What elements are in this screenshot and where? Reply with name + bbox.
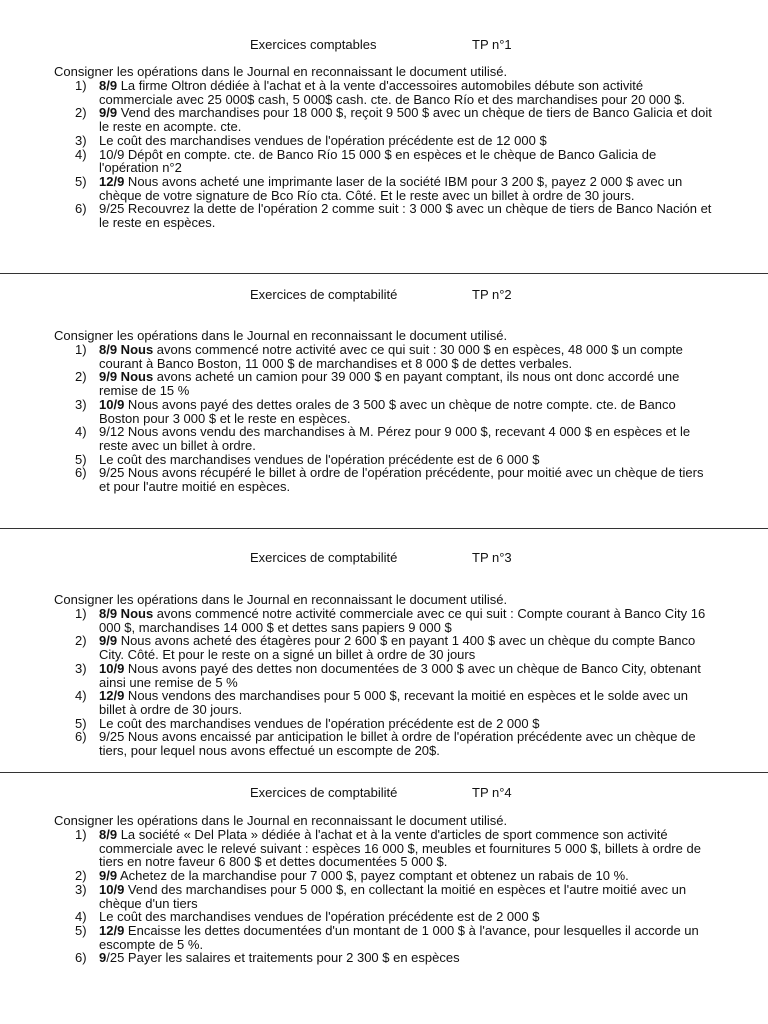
section-tp-number: TP n°3 [472,550,512,565]
item-text: 9/25 Nous avons récupéré le billet à ordre de l'opération précédente, pour moitié avec un chèque de tiers et pour l'autre moitié en espèces. [99,465,704,495]
section-title: Exercices de comptabilité [250,785,398,800]
item-date: 9/9 [99,633,118,649]
list-item [0,370,712,397]
item-text: /25 Payer les salaires et traitements pour 2 300 $ en espèces [106,950,460,966]
item-text: avons commencé notre activité avec ce qui suit : 30 000 $ en espèces, 48 000 $ un compte courant à Banco Boston, 11 000 $ de marchandises et 8 000 $ de dettes verbales. [99,342,683,371]
item-number: 3) [75,881,87,897]
item-date: 9/9 [99,868,118,884]
item-number: 2) [75,105,87,121]
item-number: 6) [75,465,87,481]
item-date: 8/9 Nous [99,342,154,357]
section-title: Exercices de comptabilité [250,287,398,302]
list-item [0,883,712,910]
list-item [0,202,712,229]
section-instruction: Consigner les opérations dans le Journal en reconnaissant le document utilisé. [54,592,508,607]
item-date: 10/9 [99,396,125,412]
section-tp-number: TP n°2 [472,287,512,302]
item-number: 4) [75,688,87,704]
list-item [0,134,712,148]
list-item [0,717,712,731]
list-item [0,398,712,425]
exercise-list-4 [0,828,712,965]
exercise-list-3 [0,607,712,758]
item-text: 9/25 Recouvrez la dette de l'opération 2 comme suit : 3 000 $ avec un chèque de tiers de Banco Nación et le reste en espèces. [99,201,712,231]
section-divider [0,772,768,773]
item-date: 12/9 [99,173,125,189]
list-item [0,689,712,716]
item-text: Le coût des marchandises vendues de l'opération précédente est de 2 000 $ [99,909,540,925]
item-date: 9/9 [99,105,118,121]
section-instruction: Consigner les opérations dans le Journal en reconnaissant le document utilisé. [54,64,508,79]
list-item [0,106,712,133]
list-item [0,466,712,493]
item-number: 6) [75,729,87,745]
item-text: La société « Del Plata » dédiée à l'achat et à la vente d'articles de sport commence son activité commerciale avec le relevé suivant : espèces 16 000 $, meubles et fournitures 5 000 $, billets à ordre de tiers en notre faveur 6 800 $ et dettes documentées 5 000 $. [99,827,701,870]
section-title: Exercices comptables [250,37,377,52]
item-text: Nous avons acheté des étagères pour 2 600 $ en payant 1 400 $ avec un chèque du compte Banco City. Côté. Et pour le reste on a signé un billet à ordre de 30 jours [99,633,696,663]
item-text: 9/12 Nous avons vendu des marchandises à M. Pérez pour 9 000 $, recevant 4 000 $ en espèces et le reste avec un billet à ordre. [99,424,691,453]
item-text: avons acheté un camion pour 39 000 $ en payant comptant, ils nous ont donc accordé une remise de 15 % [99,369,680,399]
list-item [0,148,712,175]
section-tp-number: TP n°4 [472,785,512,800]
item-number: 2) [75,633,87,649]
list-item [0,79,712,106]
item-number: 1) [75,342,87,357]
item-number: 5) [75,173,87,189]
section-instruction: Consigner les opérations dans le Journal en reconnaissant le document utilisé. [54,328,508,343]
item-date: 10/9 [99,660,125,676]
list-item [0,924,712,951]
list-item [0,453,712,467]
item-date: 10/9 [99,881,125,897]
item-number: 4) [75,909,87,925]
list-item [0,343,712,370]
item-text: Vend des marchandises pour 18 000 $, reçoit 9 500 $ avec un chèque de tiers de Banco Galicia et doit le reste en acompte. cte. [99,105,712,135]
list-item [0,730,712,757]
item-text: Le coût des marchandises vendues de l'opération précédente est de 2 000 $ [99,715,540,731]
item-date: 8/9 [99,78,118,93]
item-text: Vend des marchandises pour 5 000 $, en collectant la moitié en espèces et l'autre moitié avec un chèque d'un tiers [99,881,687,911]
section-tp-number: TP n°1 [472,37,512,52]
list-item [0,910,712,924]
item-text: avons commencé notre activité commerciale avec ce qui suit : Compte courant à Banco City 16 000 $, marchandises 14 000 $ et dettes sans papiers 9 000 $ [99,606,706,635]
item-number: 2) [75,369,87,385]
exercise-list-2 [0,343,712,494]
list-item [0,951,712,965]
list-item [0,662,712,689]
item-number: 6) [75,950,87,966]
item-number: 4) [75,424,87,440]
item-text: Nous avons acheté une imprimante laser de la société IBM pour 3 200 $, payez 2 000 $ avec un chèque de votre signature de Bco Río cta. Côté. Et le reste avec un billet à ordre de 30 jours. [99,173,683,203]
list-item [0,828,712,869]
list-item [0,869,712,883]
item-text: Le coût des marchandises vendues de l'opération précédente est de 12 000 $ [99,132,547,148]
list-item [0,634,712,661]
item-text: La firme Oltron dédiée à l'achat et à la vente d'accessoires automobiles débute son activité commerciale avec 25 000$ cash, 5 000$ cash. cte. de Banco Río et des marchandises pour 20 000 $. [99,78,686,107]
list-item [0,175,712,202]
list-item [0,607,712,634]
item-number: 5) [75,715,87,731]
item-text: Nous vendons des marchandises pour 5 000 $, recevant la moitié en espèces et le solde avec un billet à ordre de 30 jours. [99,688,688,717]
item-number: 4) [75,146,87,162]
section-divider [0,528,768,529]
item-number: 6) [75,201,87,217]
item-date: 9 [99,950,107,966]
item-text: Nous avons payé des dettes non documentées de 3 000 $ avec un chèque de Banco City, obtenant ainsi une remise de 5 % [99,660,701,690]
item-date: 9/9 Nous [99,369,154,385]
item-number: 1) [75,78,87,93]
item-date: 8/9 [99,827,118,842]
item-date: 8/9 Nous [99,606,154,621]
item-text: 10/9 Dépôt en compte. cte. de Banco Río 15 000 $ en espèces et le chèque de Banco Galicia de l'opération n°2 [99,146,657,176]
item-text: Achetez de la marchandise pour 7 000 $, payez comptant et obtenez un rabais de 10 %. [117,868,629,884]
item-number: 3) [75,660,87,676]
section-title: Exercices de comptabilité [250,550,398,565]
item-number: 5) [75,451,87,467]
item-text: Le coût des marchandises vendues de l'opération précédente est de 6 000 $ [99,451,540,467]
item-number: 2) [75,868,87,884]
section-divider [0,273,768,274]
item-number: 3) [75,396,87,412]
item-text: Nous avons payé des dettes orales de 3 500 $ avec un chèque de notre compte. cte. de Banco Boston pour 3 000 $ et le reste en espèces. [99,396,676,426]
item-number: 3) [75,132,87,148]
item-date: 12/9 [99,922,125,938]
item-number: 5) [75,922,87,938]
section-instruction: Consigner les opérations dans le Journal en reconnaissant le document utilisé. [54,813,508,828]
item-date: 12/9 [99,688,125,704]
item-number: 1) [75,827,87,842]
item-text: 9/25 Nous avons encaissé par anticipation le billet à ordre de l'opération précédente avec un chèque de tiers, pour lequel nous avons effectué un escompte de 20$. [99,729,696,759]
item-number: 1) [75,606,87,621]
item-text: Encaisse les dettes documentées d'un montant de 1 000 $ à l'avance, pour lesquelles il accorde un escompte de 5 %. [99,922,699,952]
exercise-list-1 [0,79,712,230]
list-item [0,425,712,452]
